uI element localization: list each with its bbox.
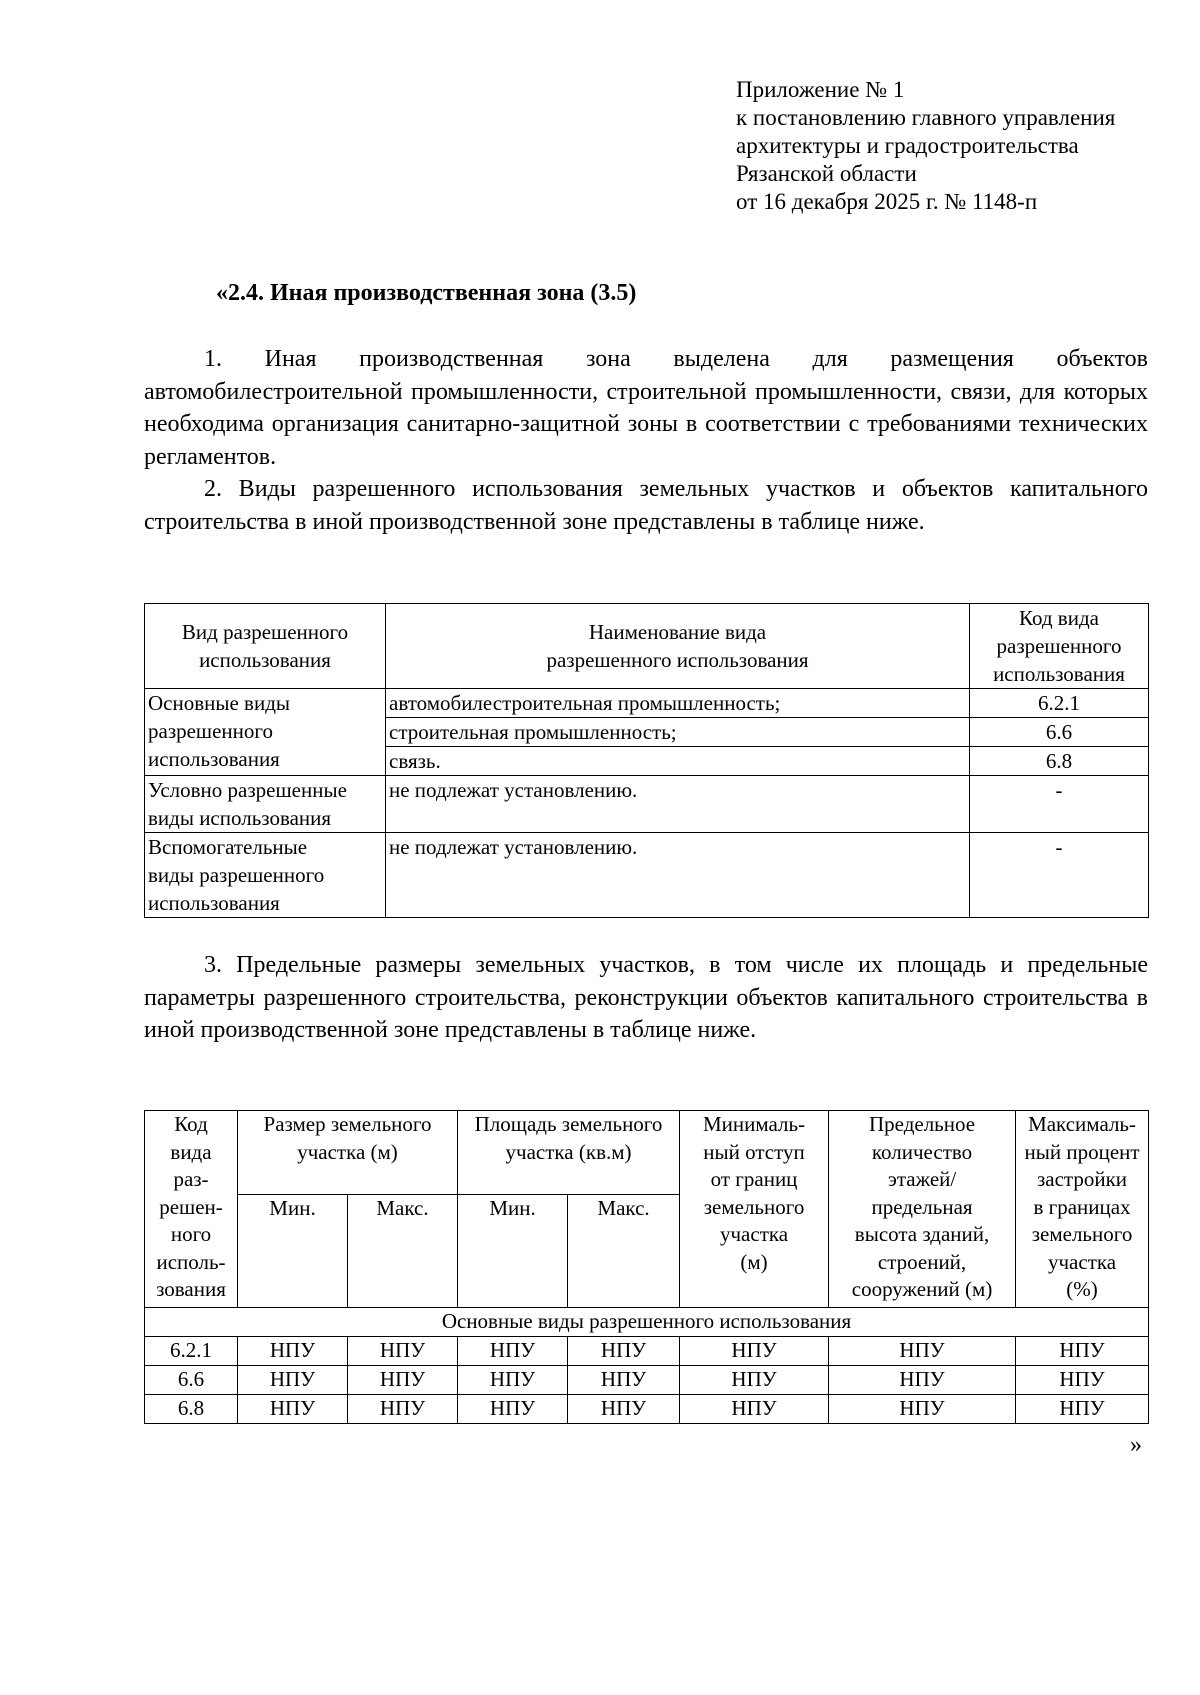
- header-text: раз-: [173, 1167, 209, 1191]
- use-name-cell: связь.: [386, 747, 970, 776]
- section-title: «2.4. Иная производственная зона (3.5): [216, 280, 637, 306]
- header-text: участка: [719, 1222, 789, 1246]
- table-cell: НПУ: [1016, 1336, 1149, 1365]
- table-cell: НПУ: [680, 1365, 829, 1394]
- header-text: (%): [1066, 1277, 1098, 1301]
- limit-parameters-table: [144, 1110, 1149, 1424]
- header-text: земельного: [1031, 1222, 1133, 1246]
- header-text: от границ: [710, 1167, 798, 1191]
- header-line: архитектуры и градостроительства: [736, 133, 1079, 158]
- header-text: участка: [1047, 1249, 1117, 1274]
- group-label: Основные виды: [148, 691, 291, 715]
- appendix-header: [736, 76, 1156, 216]
- use-code-cell: 6.8: [970, 747, 1149, 776]
- header-text: сооружений (м): [851, 1277, 993, 1301]
- table-cell: НПУ: [238, 1336, 348, 1365]
- table-cell: НПУ: [680, 1336, 829, 1365]
- paragraph-2: 2. Виды разрешенного использования земельных участков и объектов капитального строительства в иной производственной зоне представлены в таблице ниже.: [144, 476, 1148, 535]
- header-text: решен-: [159, 1194, 223, 1219]
- table-row: [145, 1365, 1149, 1394]
- header-text: ный отступ: [703, 1139, 805, 1164]
- header-text: этажей/: [887, 1167, 957, 1191]
- header-line: от 16 декабря 2025 г. № 1148-п: [736, 189, 1038, 214]
- header-text: зования: [156, 1277, 226, 1301]
- header-text: ного: [170, 1222, 212, 1246]
- header-text: земельного: [703, 1194, 805, 1219]
- table-header-cell: Макс.: [348, 1195, 458, 1308]
- header-text: использования: [993, 662, 1125, 686]
- group-label-cell: [145, 776, 386, 833]
- paragraph-1: 1. Иная производственная зона выделена для размещения объектов автомобилестроительной промышленности, строительной промышленности, связи, для которых необходима организация санитарно-защитной зоны в соответствии с требованиями технических регламентов.: [144, 346, 1148, 470]
- header-text: количество: [871, 1139, 973, 1164]
- table-cell: НПУ: [238, 1394, 348, 1423]
- table-cell: НПУ: [1016, 1365, 1149, 1394]
- use-name-cell: автомобилестроительная промышленность;: [386, 689, 970, 718]
- table-cell: НПУ: [348, 1336, 458, 1365]
- table-cell: НПУ: [348, 1365, 458, 1394]
- header-text: Размер земельного: [263, 1112, 432, 1136]
- table-cell: НПУ: [568, 1365, 680, 1394]
- table-header-cell: Макс.: [568, 1195, 680, 1308]
- table-cell: 6.6: [145, 1365, 238, 1394]
- table-cell: НПУ: [1016, 1394, 1149, 1423]
- group-label: Условно разрешенные: [148, 778, 347, 802]
- header-line: Рязанской области: [736, 161, 917, 186]
- header-text: разрешенного: [996, 634, 1122, 658]
- header-text: участка (м): [297, 1139, 398, 1164]
- header-line: Приложение № 1: [736, 77, 905, 102]
- use-code-cell: 6.2.1: [970, 689, 1149, 718]
- use-name-cell: не подлежат установлению.: [386, 833, 970, 918]
- header-text: вида: [170, 1139, 212, 1164]
- permitted-use-table: [144, 603, 1149, 918]
- table-cell: 6.2.1: [145, 1336, 238, 1365]
- table-cell: 6.8: [145, 1394, 238, 1423]
- header-text: Минималь-: [702, 1112, 806, 1136]
- use-code-cell: 6.6: [970, 718, 1149, 747]
- table-cell: НПУ: [458, 1336, 568, 1365]
- table-cell: НПУ: [568, 1394, 680, 1423]
- table-header-cell: [829, 1111, 1016, 1308]
- table-header-cell: [145, 1111, 238, 1308]
- table-cell: НПУ: [348, 1394, 458, 1423]
- header-text: Код вида: [1019, 606, 1099, 630]
- table-header-cell: Мин.: [458, 1195, 568, 1308]
- table-header-cell: [1016, 1111, 1149, 1308]
- table-cell: НПУ: [458, 1365, 568, 1394]
- table-row: [145, 1336, 1149, 1365]
- header-text: ный процент: [1024, 1139, 1140, 1164]
- table-header-cell: [386, 604, 970, 689]
- header-text: строений,: [877, 1249, 967, 1274]
- header-text: исполь-: [156, 1249, 226, 1274]
- paragraph-3: 3. Предельные размеры земельных участков, в том числе их площадь и предельные параметры разрешенного строительства, реконструкции объектов капитального строительства в иной производственной зоне представлены в таблице ниже.: [144, 952, 1148, 1043]
- header-text: Наименование вида: [588, 620, 767, 644]
- header-text: Предельное: [868, 1112, 976, 1136]
- header-text: в границах: [1033, 1194, 1131, 1219]
- table-cell: НПУ: [568, 1336, 680, 1365]
- header-text: использования: [199, 648, 331, 672]
- table-cell: НПУ: [458, 1394, 568, 1423]
- header-text: Площадь земельного: [474, 1112, 663, 1136]
- use-code-cell: -: [970, 776, 1149, 833]
- group-label: Вспомогательные: [148, 835, 308, 859]
- table-header-cell: [970, 604, 1149, 689]
- table-cell: НПУ: [238, 1365, 348, 1394]
- table-cell: НПУ: [829, 1394, 1016, 1423]
- use-name-cell: не подлежат установлению.: [386, 776, 970, 833]
- table-header-cell: [145, 604, 386, 689]
- table-cell: НПУ: [680, 1394, 829, 1423]
- header-line: к постановлению главного управления: [736, 105, 1116, 130]
- table-header-cell: [458, 1111, 680, 1195]
- header-text: Вид разрешенного: [181, 620, 349, 644]
- closing-quote: »: [1130, 1432, 1142, 1458]
- header-text: разрешенного использования: [546, 648, 809, 672]
- group-label-cell: [145, 689, 386, 776]
- header-text: Код: [174, 1112, 208, 1136]
- group-label-cell: [145, 833, 386, 918]
- table-row: [145, 1394, 1149, 1423]
- header-text: предельная: [871, 1194, 973, 1219]
- group-row-label: Основные виды разрешенного использования: [145, 1308, 1149, 1337]
- table-cell: НПУ: [829, 1365, 1016, 1394]
- group-label: использования: [148, 891, 280, 915]
- table-cell: НПУ: [829, 1336, 1016, 1365]
- group-label: виды разрешенного: [148, 863, 325, 887]
- table-header-cell: Мин.: [238, 1195, 348, 1308]
- header-text: (м): [740, 1249, 768, 1274]
- group-label: виды использования: [148, 806, 332, 830]
- table-header-cell: [680, 1111, 829, 1308]
- header-text: высота зданий,: [854, 1222, 990, 1246]
- table-header-cell: [238, 1111, 458, 1195]
- group-label: использования: [148, 747, 280, 771]
- group-label: разрешенного: [148, 719, 273, 743]
- use-name-cell: строительная промышленность;: [386, 718, 970, 747]
- header-text: участка (кв.м): [505, 1139, 632, 1164]
- use-code-cell: -: [970, 833, 1149, 918]
- header-text: застройки: [1037, 1167, 1128, 1191]
- header-text: Максималь-: [1028, 1112, 1136, 1136]
